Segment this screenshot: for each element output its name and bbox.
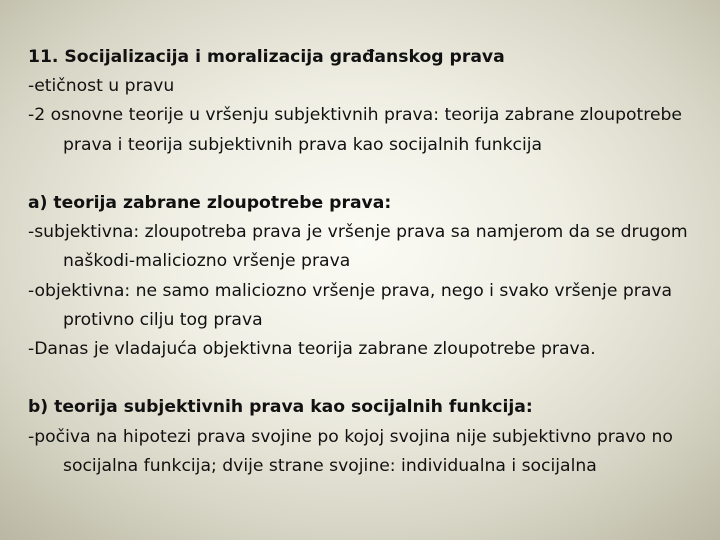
- slide-body: [28, 43, 698, 481]
- slide-title: 11. Socijalizacija i moralizacija građanskog prava: [28, 47, 505, 67]
- spacer: [28, 364, 698, 393]
- bullet-property: -počiva na hipotezi prava svojine po kojoj svojina nije subjektivno pravo no socijalna funkcija; dvije strane svojine: individualna i socijalna: [28, 426, 673, 476]
- bullet-subjective: -subjektivna: zloupotreba prava je vršenje prava sa namjerom da se drugom naškodi-maliciozno vršenje prava: [28, 222, 688, 272]
- bullet-two-theories: -2 osnovne teorije u vršenju subjektivnih prava: teorija zabrane zloupotrebe prava i teorija subjektivnih prava kao socijalnih funkcija: [28, 105, 683, 155]
- bullet-ethics: -etičnost u pravu: [28, 76, 175, 97]
- heading-abuse-theory: a) teorija zabrane zloupotrebe prava:: [28, 193, 392, 213]
- bullet-objective: -objektivna: ne samo maliciozno vršenje prava, nego i svako vršenje prava protivno cilju tog prava: [28, 280, 673, 330]
- spacer: [28, 160, 698, 189]
- bullet-today: -Danas je vladajuća objektivna teorija zabrane zloupotrebe prava.: [28, 339, 596, 360]
- heading-social-function-theory: b) teorija subjektivnih prava kao socijalnih funkcija:: [28, 397, 533, 418]
